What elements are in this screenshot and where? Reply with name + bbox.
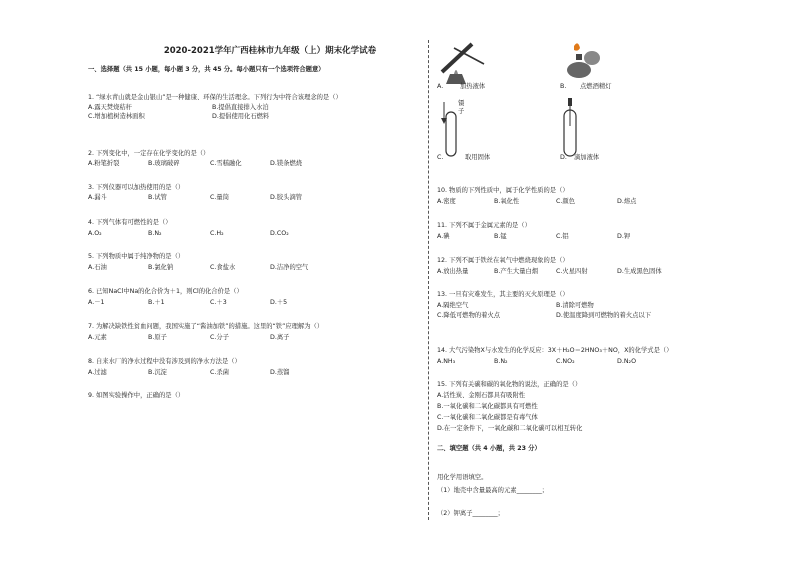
q16-part-2: （2）钾离子________；: [437, 510, 504, 517]
q5-stem: 5. 下列物质中属于纯净物的是（）: [88, 253, 185, 260]
q1-stem: 1. “绿水青山就是金山银山”是一种健康、环保的生活理念。下列行为中符合该理念的是（）: [88, 94, 342, 101]
q7-option-b: B.原子: [148, 334, 167, 341]
option-b-letter: B.: [560, 83, 567, 90]
second-lamp: [584, 51, 600, 65]
q1-option-d: D.提倡使用化石燃料: [212, 113, 270, 120]
q12-option-a: A.放出热量: [437, 268, 469, 275]
q8-option-d: D.蒸馏: [270, 369, 290, 376]
q12-option-d: D.生成黑色固体: [617, 268, 662, 275]
q11-option-a: A.碘: [437, 233, 450, 240]
q10-stem: 10. 物质的下列性质中，属于化学性质的是（）: [437, 187, 569, 194]
q6-option-c: C.＋3: [210, 299, 227, 306]
q14-option-d: D.N₂O: [617, 358, 637, 365]
q15-option-a: A.活性炭、金刚石都具有吸附性: [437, 392, 526, 399]
q2-stem: 2. 下列变化中，一定存在化学变化的是（）: [88, 150, 210, 157]
q13-stem: 13. 一旦有灾难发生，其主要的灭火原理是（）: [437, 291, 569, 298]
flame-icon: [574, 43, 580, 50]
upright-test-tube: [446, 112, 456, 156]
section-2-heading: 二、填空题（共 4 小题，共 23 分）: [437, 445, 541, 452]
q8-option-b: B.沉淀: [148, 369, 167, 376]
q4-option-d: D.CO₂: [270, 230, 289, 237]
flame: [454, 70, 458, 74]
q7-stem: 7. 为解决缺铁性贫血问题，我国实施了“酱油加铁”的措施。这里的“铁”应理解为（）: [88, 323, 324, 330]
q2-option-c: C.雪糕融化: [210, 160, 242, 167]
section-1-heading: 一、选择题（共 15 小题，每小题 3 分，共 45 分。每小题只有一个选项符合题意）: [88, 66, 325, 73]
q2-option-b: B.玻璃破碎: [148, 160, 180, 167]
q11-stem: 11. 下列不属于金属元素的是（）: [437, 222, 531, 229]
tube-holder: [442, 44, 472, 72]
q12-stem: 12. 下列不属于铁丝在氧气中燃烧现象的是（）: [437, 257, 569, 264]
column-divider: [428, 40, 429, 520]
option-c-letter: C.: [437, 154, 444, 161]
option-c-caption: 取用固体: [465, 154, 491, 161]
q15-option-c: C.一氧化碳和二氧化碳都是有毒气体: [437, 414, 538, 421]
q11-option-c: C.铝: [556, 233, 569, 240]
q3-option-a: A.漏斗: [88, 194, 107, 201]
q10-option-a: A.密度: [437, 198, 456, 205]
q10-option-b: B.氧化性: [494, 198, 520, 205]
page-title: 2020-2021学年广西桂林市九年级（上）期末化学试卷: [163, 46, 377, 56]
q11-option-d: D.钾: [617, 233, 631, 240]
q8-stem: 8. 自来水厂的净水过程中没有涉及到的净水方法是（）: [88, 358, 241, 365]
q15-stem: 15. 下列有关碳和碳的氧化物的说法，正确的是（）: [437, 381, 582, 388]
heating-liquid-illustration: [434, 38, 494, 88]
tweezers-label-2: 子: [458, 108, 465, 115]
q3-stem: 3. 下列仪器可以加热使用的是（）: [88, 184, 185, 191]
option-a-letter: A.: [437, 83, 444, 90]
lighting-lamp-illustration: [560, 40, 605, 80]
q12-option-b: B.产生大量白烟: [494, 268, 539, 275]
q1-option-b: B.提倡直接排入水泊: [212, 104, 269, 111]
q7-option-d: D.离子: [270, 334, 290, 341]
option-d-caption: 滴加液体: [574, 154, 600, 161]
dropper-bulb: [568, 98, 572, 106]
q7-option-c: C.分子: [210, 334, 229, 341]
option-b-caption: 点燃酒精灯: [580, 83, 612, 90]
q13-option-d: D.使温度降到可燃物的着火点以下: [556, 312, 652, 319]
alcohol-lamp-body: [567, 62, 591, 78]
q13-option-b: B.清除可燃物: [556, 302, 594, 309]
q16-stem: 用化学用语填空。: [437, 474, 488, 481]
tweezers-label-1: 镊: [458, 100, 465, 107]
q11-option-b: B.锰: [494, 233, 507, 240]
q10-option-c: C.颜色: [556, 198, 575, 205]
q2-option-a: A.粉笔折裂: [88, 160, 120, 167]
q13-option-c: C.降低可燃物的着火点: [437, 312, 501, 319]
q10-option-d: D.熔点: [617, 198, 637, 205]
q5-option-b: B.氯化钠: [148, 264, 174, 271]
q4-stem: 4. 下列气体有可燃性的是（）: [88, 219, 172, 226]
q13-option-a: A.隔绝空气: [437, 302, 469, 309]
q5-option-d: D.洁净的空气: [270, 264, 309, 271]
q8-option-a: A.过滤: [88, 369, 107, 376]
q6-stem: 6. 已知NaCl中Na的化合价为＋1，则Cl的化合价是（）: [88, 288, 243, 295]
q14-option-c: C.NO₂: [556, 358, 575, 365]
q1-option-c: C.增加植树造林面积: [88, 113, 145, 120]
q15-option-b: B.一氧化碳和二氧化碳都具有可燃性: [437, 403, 538, 410]
q8-option-c: C.杀菌: [210, 369, 229, 376]
q4-option-a: A.O₂: [88, 230, 102, 237]
q14-option-b: B.N₂: [494, 358, 508, 365]
q6-option-d: D.＋5: [270, 299, 288, 306]
q9-stem: 9. 如图实验操作中，正确的是（）: [88, 392, 185, 399]
q16-part-1: （1）地壳中含量最高的元素________；: [437, 487, 549, 494]
q2-option-d: D.镁条燃烧: [270, 160, 303, 167]
q5-option-a: A.石油: [88, 264, 107, 271]
q3-option-d: D.胶头滴管: [270, 194, 303, 201]
option-d-letter: D.: [560, 154, 567, 161]
q6-option-a: A.－1: [88, 299, 105, 306]
q4-option-b: B.N₂: [148, 230, 162, 237]
dropping-liquid-illustration: [556, 96, 586, 160]
q4-option-c: C.H₂: [210, 230, 224, 237]
option-a-caption: 加热液体: [460, 83, 486, 90]
q3-option-c: C.量筒: [210, 194, 229, 201]
q14-stem: 14. 大气污染物X与水发生的化学反应：3X＋H₂O＝2HNO₃＋NO，X的化学式是（）: [437, 347, 673, 354]
q14-option-a: A.NH₃: [437, 358, 456, 365]
lamp-wick: [576, 54, 582, 60]
q1-option-a: A.露天焚烧秸秆: [88, 104, 132, 111]
q15-option-d: D.在一定条件下，一氧化碳和二氧化碳可以相互转化: [437, 425, 583, 432]
q3-option-b: B.试管: [148, 194, 167, 201]
q7-option-a: A.元素: [88, 334, 107, 341]
q5-option-c: C.食盐水: [210, 264, 236, 271]
q6-option-b: B.＋1: [148, 299, 165, 306]
q12-option-c: C.火星四射: [556, 268, 588, 275]
